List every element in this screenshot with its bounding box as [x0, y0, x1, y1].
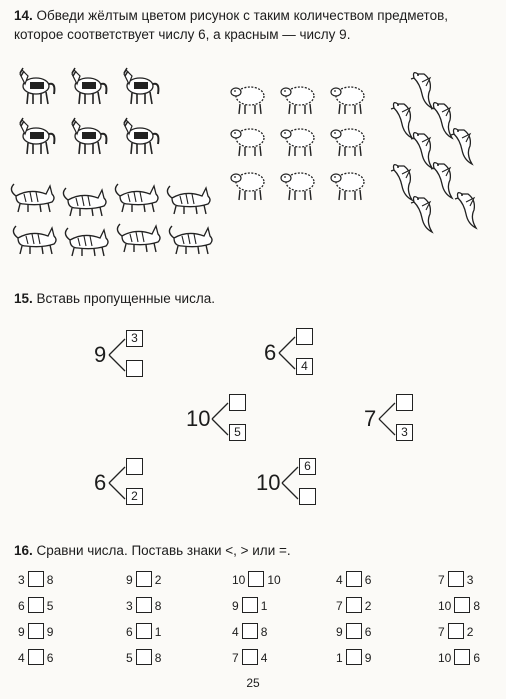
bond-top-box: 6	[299, 458, 316, 475]
compare-sign-box[interactable]	[242, 649, 258, 665]
sheep-icon	[281, 129, 314, 156]
dolphin-icon	[391, 103, 412, 138]
cat-icon	[11, 184, 54, 212]
sheep-icon	[281, 173, 314, 200]
bond-branches	[108, 463, 126, 503]
dolphin-icon	[411, 133, 432, 168]
compare-right: 9	[364, 651, 372, 665]
compare-right: 8	[154, 599, 162, 613]
bond-branches	[211, 399, 229, 439]
bond-bottom-box: 3	[396, 424, 413, 441]
compare-sign-box[interactable]	[248, 571, 264, 587]
cat-icon	[167, 186, 210, 214]
compare-right: 2	[466, 625, 474, 639]
compare-item	[336, 571, 371, 587]
task14-number: 14.	[14, 8, 33, 23]
bond-branches	[108, 335, 126, 375]
compare-item	[18, 571, 53, 587]
compare-left: 9	[232, 599, 239, 613]
compare-right: 6	[364, 625, 372, 639]
task14-line2: которое соответствует числу 6, а красным — числу 9.	[14, 27, 351, 42]
task16-number: 16.	[14, 543, 33, 558]
compare-left: 4	[18, 651, 25, 665]
bond-whole: 10	[186, 406, 211, 431]
compare-right: 10	[267, 573, 281, 587]
compare-item	[126, 623, 161, 639]
compare-item	[336, 649, 371, 665]
compare-item	[126, 571, 161, 587]
sheep-icon	[331, 173, 364, 200]
compare-left: 9	[126, 573, 133, 587]
task16-text	[14, 541, 291, 560]
compare-item	[18, 623, 53, 639]
number-bond	[94, 330, 184, 380]
compare-item	[438, 649, 480, 665]
compare-sign-box[interactable]	[346, 649, 362, 665]
bond-whole: 7	[364, 406, 377, 431]
dolphin-icon	[431, 163, 452, 198]
compare-item	[232, 623, 267, 639]
compare-sign-box[interactable]	[454, 649, 470, 665]
bond-top-box[interactable]	[229, 394, 246, 411]
compare-sign-box[interactable]	[454, 597, 470, 613]
compare-right: 6	[46, 651, 54, 665]
compare-right: 5	[46, 599, 54, 613]
compare-left: 7	[232, 651, 239, 665]
bond-top-box[interactable]	[396, 394, 413, 411]
number-bond	[364, 394, 454, 444]
cat-icon	[169, 226, 212, 254]
bond-bottom-box: 5	[229, 424, 246, 441]
compare-item	[232, 597, 267, 613]
compare-item	[336, 597, 371, 613]
compare-sign-box[interactable]	[448, 571, 464, 587]
horse-icon	[72, 68, 106, 104]
compare-item	[336, 623, 371, 639]
horse-icon	[124, 118, 158, 154]
sheep-icon	[231, 87, 264, 114]
compare-right: 8	[473, 599, 481, 613]
horse-icon	[124, 68, 158, 104]
compare-sign-box[interactable]	[448, 623, 464, 639]
cat-icon	[63, 188, 106, 216]
compare-left: 4	[232, 625, 239, 639]
compare-right: 2	[154, 573, 162, 587]
bond-branches	[278, 333, 296, 373]
dolphin-icon	[455, 193, 476, 228]
compare-left: 4	[336, 573, 343, 587]
compare-item	[18, 597, 53, 613]
compare-left: 5	[126, 651, 133, 665]
horse-icon	[20, 118, 54, 154]
compare-item	[438, 623, 473, 639]
compare-right: 2	[364, 599, 372, 613]
bond-whole: 6	[264, 340, 277, 365]
compare-left: 9	[336, 625, 343, 639]
task14-line1: Обведи жёлтым цветом рисунок с таким количеством предметов,	[36, 8, 449, 23]
compare-right: 1	[260, 599, 268, 613]
compare-left: 6	[126, 625, 133, 639]
bond-top-box: 3	[126, 330, 143, 347]
sheep-group[interactable]	[228, 78, 376, 208]
dolphin-icon	[431, 103, 452, 138]
cat-icon	[13, 226, 56, 254]
compare-right: 8	[260, 625, 268, 639]
number-bond	[256, 458, 346, 508]
cat-group[interactable]	[10, 176, 224, 262]
sheep-icon	[281, 87, 314, 114]
bond-bottom-box[interactable]	[126, 360, 143, 377]
dolphin-icon	[411, 197, 432, 232]
compare-left: 9	[18, 625, 25, 639]
compare-left: 3	[126, 599, 133, 613]
dolphin-icon	[451, 129, 472, 164]
task15-instruction: Вставь пропущенные числа.	[36, 291, 215, 306]
compare-right: 3	[466, 573, 474, 587]
compare-left: 7	[438, 625, 445, 639]
compare-left: 6	[18, 599, 25, 613]
number-bond	[186, 394, 276, 444]
compare-right: 6	[473, 651, 481, 665]
cat-icon	[65, 228, 108, 256]
compare-sign-box[interactable]	[28, 649, 44, 665]
compare-sign-box[interactable]	[346, 571, 362, 587]
bond-bottom-box: 2	[126, 488, 143, 505]
task15-text	[14, 289, 215, 308]
compare-right: 8	[46, 573, 54, 587]
compare-item	[126, 597, 161, 613]
task16-instruction: Сравни числа. Поставь знаки <, > или =.	[36, 543, 291, 558]
compare-sign-box[interactable]	[346, 597, 362, 613]
compare-item	[232, 571, 281, 587]
bond-branches	[281, 463, 299, 503]
compare-item	[232, 649, 267, 665]
dolphin-icon	[411, 73, 432, 108]
compare-left: 10	[438, 651, 452, 665]
compare-right: 4	[260, 651, 268, 665]
sheep-icon	[231, 173, 264, 200]
compare-sign-box[interactable]	[28, 571, 44, 587]
compare-item	[438, 571, 473, 587]
horse-icon	[20, 68, 54, 104]
bond-whole: 6	[94, 470, 107, 495]
horse-group[interactable]	[14, 62, 166, 162]
number-bond	[264, 328, 354, 378]
task15-number: 15.	[14, 291, 33, 306]
compare-right: 8	[154, 651, 162, 665]
compare-right: 9	[46, 625, 54, 639]
compare-sign-box[interactable]	[136, 597, 152, 613]
bond-top-box[interactable]	[296, 328, 313, 345]
task14-text	[14, 6, 448, 44]
bond-top-box[interactable]	[126, 458, 143, 475]
compare-sign-box[interactable]	[346, 623, 362, 639]
sheep-icon	[331, 87, 364, 114]
compare-item	[126, 649, 161, 665]
cat-icon	[115, 184, 158, 212]
compare-right: 1	[154, 625, 162, 639]
bond-bottom-box[interactable]	[299, 488, 316, 505]
compare-sign-box[interactable]	[136, 649, 152, 665]
compare-sign-box[interactable]	[28, 597, 44, 613]
compare-item	[18, 649, 53, 665]
compare-sign-box[interactable]	[136, 623, 152, 639]
bond-whole: 10	[256, 470, 281, 495]
compare-sign-box[interactable]	[242, 623, 258, 639]
compare-left: 10	[232, 573, 246, 587]
dolphin-icon	[391, 165, 412, 200]
cat-icon	[117, 224, 160, 252]
compare-left: 10	[438, 599, 452, 613]
number-bond	[94, 458, 184, 508]
horse-icon	[72, 118, 106, 154]
compare-left: 7	[336, 599, 343, 613]
page-number: 25	[246, 676, 260, 690]
compare-sign-box[interactable]	[28, 623, 44, 639]
compare-right: 6	[364, 573, 372, 587]
compare-left: 7	[438, 573, 445, 587]
compare-left: 1	[336, 651, 343, 665]
sheep-icon	[231, 129, 264, 156]
compare-left: 3	[18, 573, 25, 587]
dolphin-group[interactable]	[384, 68, 496, 240]
bond-whole: 9	[94, 342, 107, 367]
sheep-icon	[331, 129, 364, 156]
compare-sign-box[interactable]	[136, 571, 152, 587]
compare-sign-box[interactable]	[242, 597, 258, 613]
bond-bottom-box: 4	[296, 358, 313, 375]
bond-branches	[378, 399, 396, 439]
compare-item	[438, 597, 480, 613]
